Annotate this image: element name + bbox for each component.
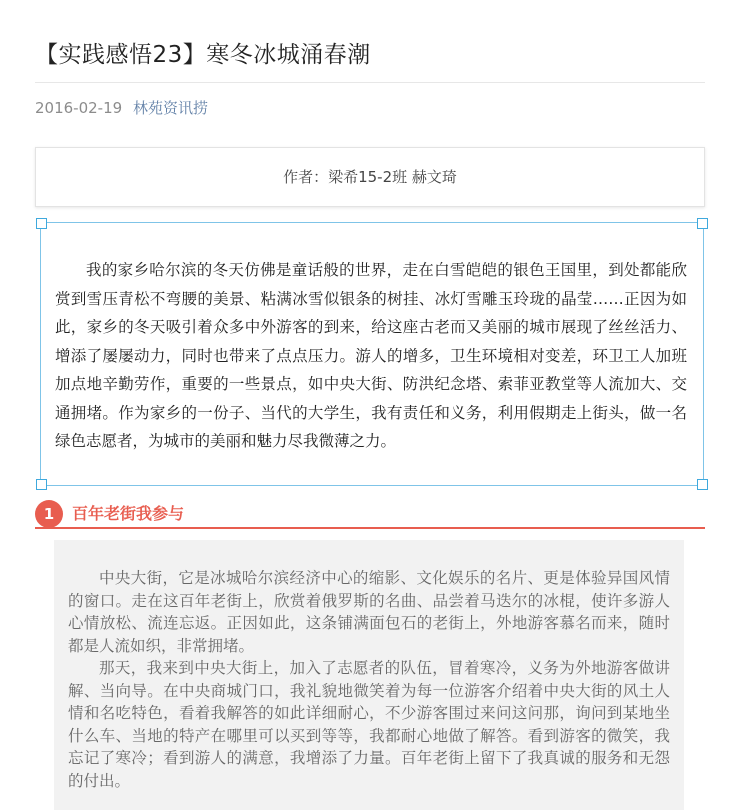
resize-handle-bottom-left[interactable]: [36, 479, 47, 490]
author-line: 作者：梁希15-2班 赫文琦: [283, 168, 457, 186]
resize-handle-bottom-right[interactable]: [697, 479, 708, 490]
section-body: [54, 540, 684, 810]
article-meta: [35, 97, 208, 119]
intro-selection-box[interactable]: [40, 222, 704, 486]
resize-handle-top-right[interactable]: [697, 218, 708, 229]
title-divider: [35, 82, 705, 83]
account-name-link[interactable]: 林苑资讯捞: [132, 99, 208, 117]
author-card: [35, 147, 705, 207]
body-paragraph: 中央大街，它是冰城哈尔滨经济中心的缩影、文化娱乐的名片、更是体验异国风情的窗口。走在这百年老街上，欣赏着俄罗斯的名曲、品尝着马迭尔的冰棍，使许多游人心情放松、流连忘返。正因如此，这条铺满面包石的老街上，外地游客慕名而来，随时都是人流如织，非常拥堵。: [68, 569, 670, 655]
article-title: 【实践感悟23】寒冬冰城涌春潮: [35, 42, 371, 68]
resize-handle-top-left[interactable]: [36, 218, 47, 229]
intro-paragraph: 我的家乡哈尔滨的冬天仿佛是童话般的世界，走在白雪皑皑的银色王国里，到处都能欣赏到雪压青松不弯腰的美景、粘满冰雪似银条的树挂、冰灯雪雕玉玲珑的晶莹……正因为如此，家乡的冬天吸引着众多中外游客的到来，给这座古老而又美丽的城市展现了丝丝活力、增添了屡屡动力，同时也带来了点点压力。游人的增多，卫生环境相对变差，环卫工人加班加点地辛勤劳作，重要的一些景点，如中央大街、防洪纪念塔、索菲亚教堂等人流加大、交通拥堵。作为家乡的一份子、当代的大学生，我有责任和义务，利用假期走上街头，做一名绿色志愿者，为城市的美丽和魅力尽我微薄之力。: [55, 261, 687, 450]
body-paragraph: 那天，我来到中央大街上，加入了志愿者的队伍，冒着寒冷，义务为外地游客做讲解、当向导。在中央商城门口，我礼貌地微笑着为每一位游客介绍着中央大街的风土人情和名吃特色，看着我解答的如此详细耐心，不少游客围过来问这问那，询问到某地坐什么车、当地的特产在哪里可以买到等等，我都耐心地做了解答。看到游客的微笑，我忘记了寒冷；看到游人的满意，我增添了力量。百年老街上留下了我真诚的服务和无怨的付出。: [68, 659, 670, 790]
publish-date: 2016-02-19: [35, 99, 123, 117]
section-title: 百年老街我参与: [72, 504, 185, 523]
section-number-badge: 1: [35, 500, 63, 528]
section-divider: [35, 527, 705, 529]
section-header: [35, 497, 705, 529]
